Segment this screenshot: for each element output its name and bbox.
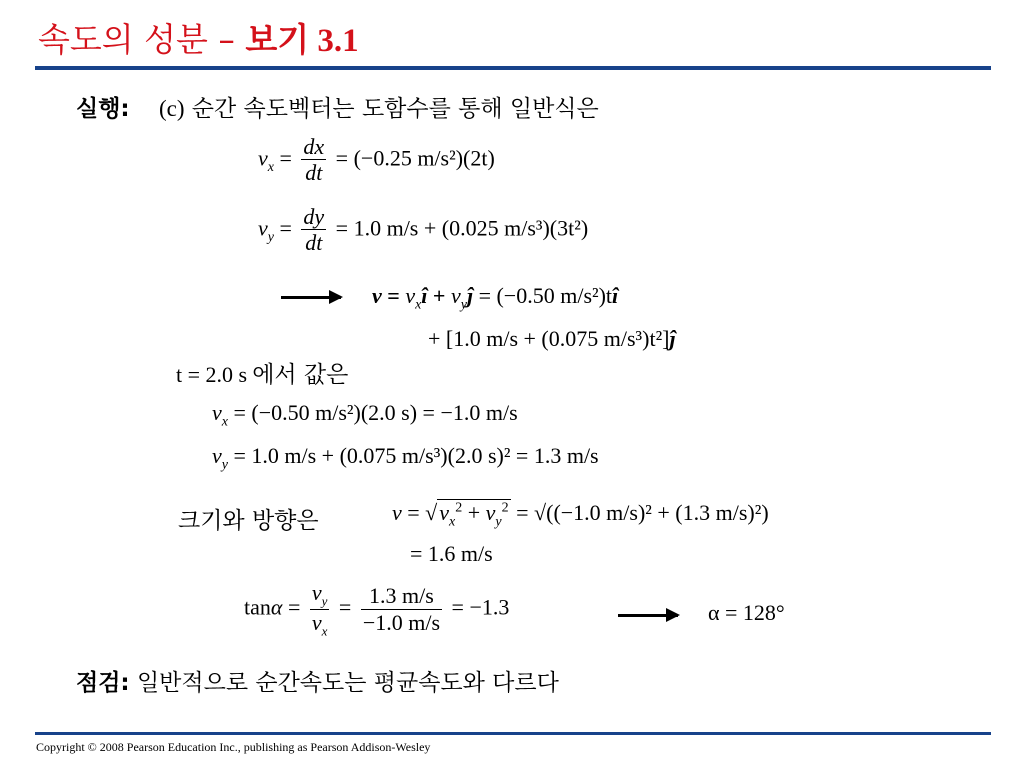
check-text: 일반적으로 순간속도는 평균속도와 다르다 xyxy=(136,670,559,696)
title-example-number: 보기 3.1 xyxy=(245,23,359,59)
check-line xyxy=(76,664,559,697)
vy-over-vx-fraction: $\frac{v_y}{v_x}$ xyxy=(311,580,328,639)
tan-numerator: 1.3 m/s xyxy=(361,583,442,609)
numeric-fraction xyxy=(361,583,442,636)
right-arrow-icon xyxy=(281,296,341,299)
at-time-line xyxy=(176,356,348,389)
footer-divider xyxy=(35,732,991,735)
execution-label: 실행: xyxy=(76,96,130,122)
alpha-result: α = 128° xyxy=(708,600,785,625)
tan-denominator: −1.0 m/s xyxy=(362,609,441,635)
time-expression: t = 2.0 s xyxy=(176,362,248,387)
speed-equation: $v = √v_x^2 + v_y^2 = √((-1.0$ m/s)² + (1.3 m/s)²) xyxy=(392,500,769,530)
execution-intro-text: 순간 속도벡터는 도함수를 통해 일반식은 xyxy=(191,96,599,122)
title-divider xyxy=(35,66,991,70)
velocity-vector-rhs-2: + [1.0 m/s + (0.075 m/s³)t²] xyxy=(428,326,670,351)
right-arrow-icon xyxy=(618,614,678,617)
part-c-label: (c) xyxy=(158,96,185,121)
tan-result: = −1.3 xyxy=(451,594,510,620)
velocity-vector-rhs-1: = (−0.50 m/s²)t xyxy=(478,283,613,308)
title-korean: 속도의 성분 – xyxy=(38,20,235,59)
speed-result: = 1.6 m/s xyxy=(410,541,493,566)
vy-derivative-rhs: = 1.0 m/s + (0.025 m/s³)(3t²) xyxy=(335,215,589,241)
at-time-text: 에서 값은 xyxy=(252,362,349,388)
speed-equation-tail: = √((−1.0 m/s)² + (1.3 m/s)²) xyxy=(516,500,769,525)
copyright-footer: Copyright © 2008 Pearson Education Inc., publishing as Pearson Addison-Wesley xyxy=(36,740,431,754)
vx-value-rhs: = (−0.50 m/s²)(2.0 s) = −1.0 m/s xyxy=(233,400,518,425)
velocity-vector-equation: $v = v_xî$ + $v_yĵ = (-0.50$ m/s²)tî xyxy=(372,283,619,313)
vy-derivative-equation: $v_y$ = $\frac{dy}{dt}$ = 1.0 m/s + (0.025 m/s³)(3t²) xyxy=(258,204,589,256)
dx-dt-fraction: $\frac{dx}{dt}$ xyxy=(303,134,325,186)
execution-line xyxy=(76,90,599,123)
vy-value-equation: $v_y = 1.0$ m/s + (0.075 m/s³)(2.0 s)² = 1.3 m/s xyxy=(212,443,599,473)
velocity-vector-equation-line2: + [1.0 m/s + (0.075 m/s³)t²]ĵ xyxy=(428,326,676,351)
vx-derivative-equation: $v_x$ = $\frac{dx}{dt}$ = (−0.25 m/s²)(2t) xyxy=(258,134,495,186)
dy-dt-fraction: $\frac{dy}{dt}$ xyxy=(303,204,325,256)
page-title xyxy=(38,14,359,61)
check-label: 점검: xyxy=(76,670,130,696)
vx-value-equation: $v_x = (-0.50$ m/s²)(2.0 s) = −1.0 m/s xyxy=(212,400,518,430)
vx-derivative-rhs: = (−0.25 m/s²)(2t) xyxy=(335,145,495,171)
magnitude-direction-label: 크기와 방향은 xyxy=(178,508,319,534)
tan-alpha-equation: tanα = $\frac{v_y}{v_x}$ = $\frac{1.3 m/s}{-1.0 m/s}$ = −1.3 xyxy=(244,580,510,639)
vy-value-rhs: = 1.0 m/s + (0.075 m/s³)(2.0 s)² = 1.3 m/s xyxy=(233,443,599,468)
